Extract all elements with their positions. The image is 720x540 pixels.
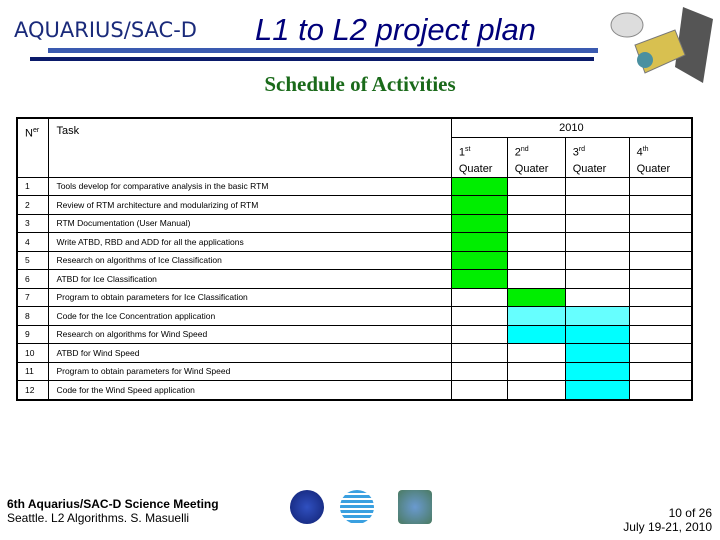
quarter-cell-1 [451,270,507,289]
row-task: RTM Documentation (User Manual) [49,214,451,233]
row-task: Research on algorithms for Wind Speed [49,325,451,344]
conae-logo [340,490,374,524]
row-task: Research on algorithms of Ice Classification [49,251,451,270]
quarter-cell-1 [451,233,507,252]
quarter-cell-4 [629,233,692,252]
quarter-cell-1 [451,288,507,307]
quarter-cell-1 [451,344,507,363]
page-number: 10 of 26 [668,506,712,520]
quarter-cell-1 [451,196,507,215]
row-task: Review of RTM architecture and modularizing of RTM [49,196,451,215]
header-task: Task [49,118,451,177]
quarter-cell-3 [565,381,629,400]
quarter-cell-2 [507,288,565,307]
authors: Seattle. L2 Algorithms. S. Masuelli [7,511,190,525]
table-row [17,233,692,252]
quarter-cell-2 [507,270,565,289]
section-subtitle: Schedule of Activities [264,72,456,96]
row-number: 9 [17,325,49,344]
table-row [17,362,692,381]
quarter-cell-4 [629,214,692,233]
header-quarter-2: 2nd Quater [507,138,565,178]
row-task: Program to obtain parameters for Ice Classification [49,288,451,307]
quarter-cell-3 [565,177,629,196]
table-row [17,251,692,270]
quarter-cell-2 [507,362,565,381]
quarter-cell-3 [565,288,629,307]
table-row [17,177,692,196]
quarter-cell-4 [629,251,692,270]
quarter-cell-1 [451,325,507,344]
quarter-cell-3 [565,325,629,344]
header-nr: $N^{er}$ [17,118,49,177]
quarter-cell-3 [565,362,629,381]
header-quarter-1: 1st Quater [451,138,507,178]
table-row [17,307,692,326]
quarter-cell-4 [629,325,692,344]
quarter-cell-3 [565,307,629,326]
quarter-cell-1 [451,214,507,233]
row-task: Code for the Ice Concentration application [49,307,451,326]
quarter-cell-1 [451,381,507,400]
table-row [17,344,692,363]
quarter-cell-1 [451,362,507,381]
row-number: 11 [17,362,49,381]
aquarius-logo: AQUARIUS/SAC-D [14,18,197,42]
quarter-cell-2 [507,196,565,215]
quarter-cell-3 [565,344,629,363]
quarter-cell-2 [507,325,565,344]
quarter-cell-2 [507,381,565,400]
quarter-cell-3 [565,233,629,252]
row-number: 12 [17,381,49,400]
table-row [17,196,692,215]
row-number: 4 [17,233,49,252]
row-number: 10 [17,344,49,363]
quarter-cell-4 [629,288,692,307]
quarter-cell-1 [451,251,507,270]
row-number: 7 [17,288,49,307]
row-task: Write ATBD, RBD and ADD for all the applications [49,233,451,252]
row-task: Tools develop for comparative analysis in the basic RTM [49,177,451,196]
page-info [623,506,712,534]
meeting-dates: July 19-21, 2010 [623,520,712,534]
quarter-cell-4 [629,381,692,400]
quarter-cell-3 [565,214,629,233]
quarter-cell-4 [629,307,692,326]
table-row [17,288,692,307]
title-underline [48,48,598,53]
schedule-table [16,117,693,401]
row-task: ATBD for Ice Classification [49,270,451,289]
quarter-cell-2 [507,214,565,233]
row-task: Code for the Wind Speed application [49,381,451,400]
row-number: 1 [17,177,49,196]
quarter-cell-2 [507,344,565,363]
quarter-cell-3 [565,251,629,270]
quarter-cell-2 [507,307,565,326]
table-row [17,270,692,289]
quarter-cell-3 [565,270,629,289]
quarter-cell-2 [507,233,565,252]
nasa-logo [290,490,324,524]
row-task: Program to obtain parameters for Wind Speed [49,362,451,381]
row-number: 2 [17,196,49,215]
quarter-cell-4 [629,270,692,289]
quarter-cell-1 [451,177,507,196]
agency-logo [398,490,432,524]
quarter-cell-3 [565,196,629,215]
quarter-cell-2 [507,177,565,196]
quarter-cell-4 [629,177,692,196]
quarter-cell-1 [451,307,507,326]
table-row [17,381,692,400]
row-number: 8 [17,307,49,326]
title-underline-2 [30,57,594,61]
meeting-name: 6th Aquarius/SAC-D Science Meeting [7,497,219,511]
quarter-cell-4 [629,344,692,363]
row-number: 5 [17,251,49,270]
table-row [17,214,692,233]
page-title: L1 to L2 project plan [255,12,536,47]
quarter-cell-4 [629,362,692,381]
quarter-cell-4 [629,196,692,215]
quarter-cell-2 [507,251,565,270]
row-number: 3 [17,214,49,233]
header-quarter-4: 4th Quater [629,138,692,178]
table-row [17,325,692,344]
header-quarter-3: 3rd Quater [565,138,629,178]
row-number: 6 [17,270,49,289]
row-task: ATBD for Wind Speed [49,344,451,363]
header-year: 2010 [451,118,692,138]
